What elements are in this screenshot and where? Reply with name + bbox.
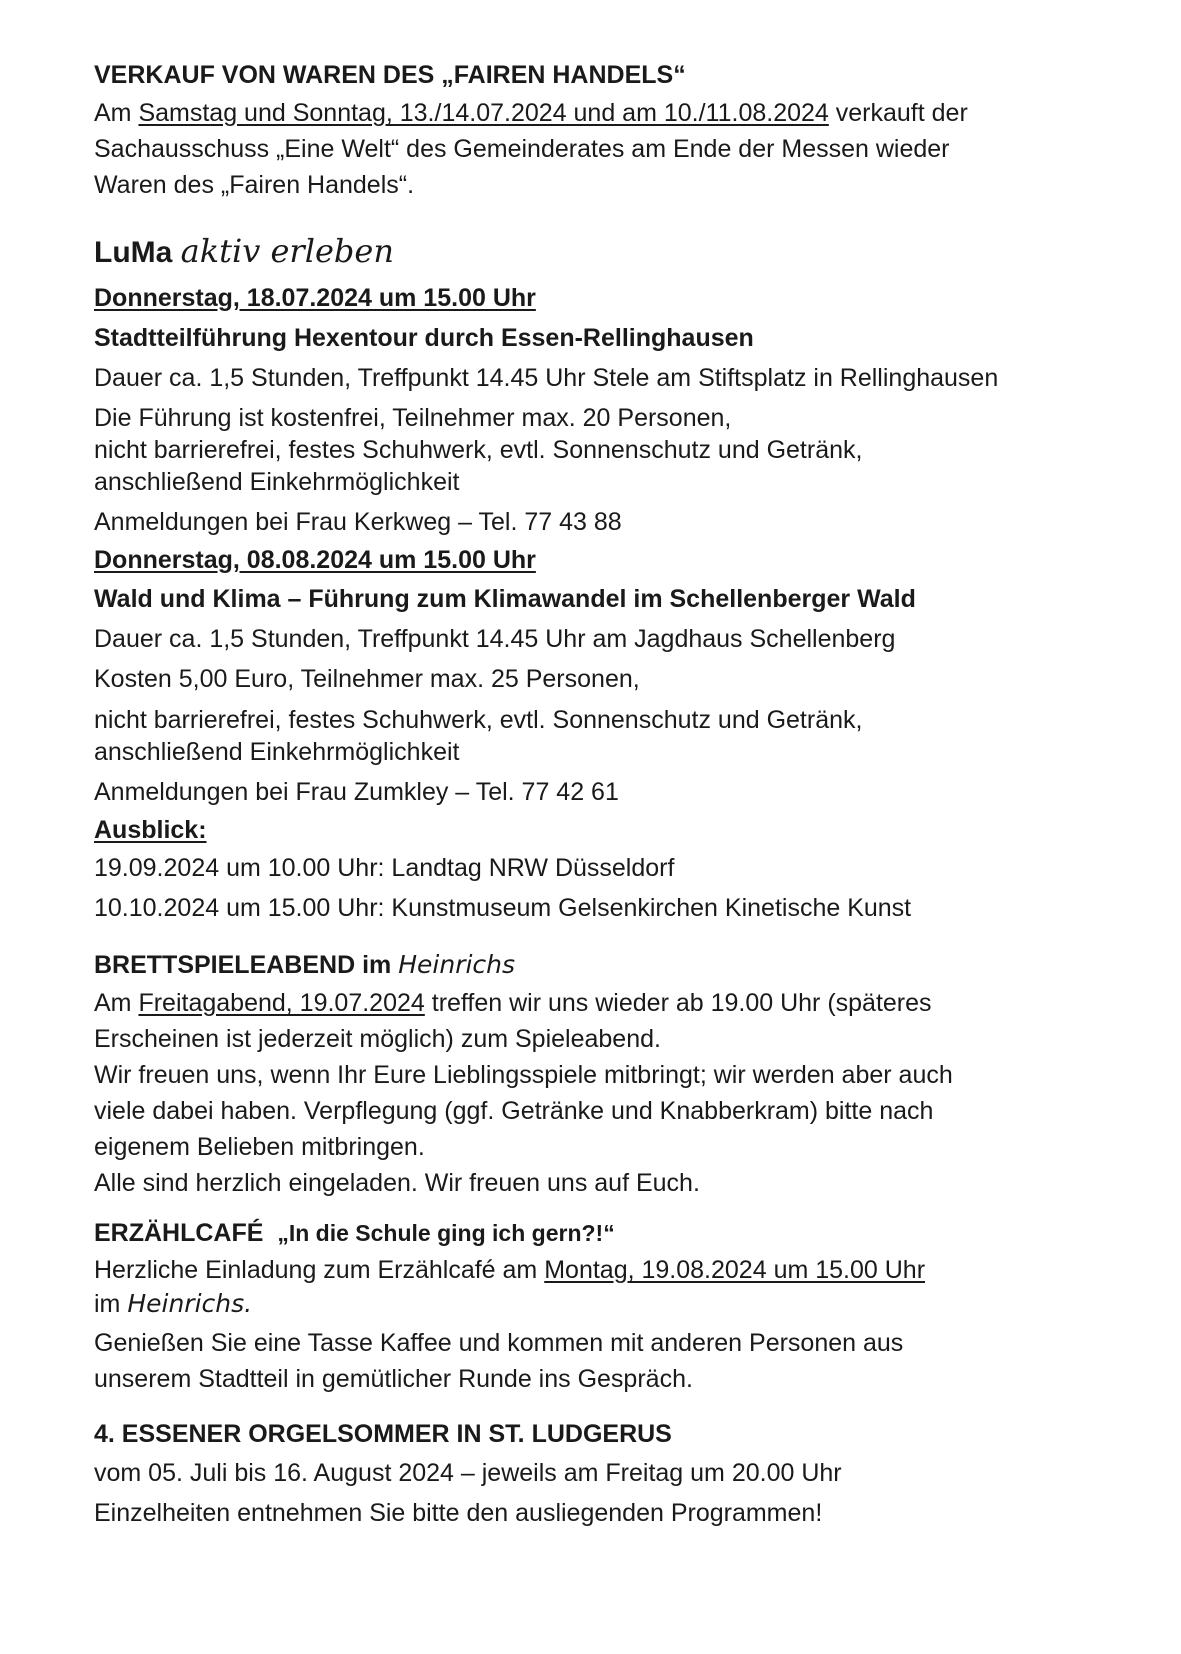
event-1-cost: Die Führung ist kostenfrei, Teilnehmer max. 20 Personen,: [94, 404, 732, 432]
event-1-date: Donnerstag, 18.07.2024 um 15.00 Uhr: [94, 284, 536, 312]
event-1-registration: Anmeldungen bei Frau Kerkweg – Tel. 77 43 88: [94, 508, 622, 536]
event-2-notes-2: anschließend Einkehrmöglichkeit: [94, 738, 460, 766]
event-2-title: Wald und Klima – Führung zum Klimawandel im Schellenberger Wald: [94, 585, 916, 613]
boardgame-line-4: viele dabei haben. Verpflegung (ggf. Getränke und Knabberkram) bitte nach: [94, 1097, 934, 1125]
boardgame-line-2: Erscheinen ist jederzeit möglich) zum Spieleabend.: [94, 1025, 661, 1053]
fair-trade-dates: Samstag und Sonntag, 13./14.07.2024 und am 10./11.08.2024: [138, 99, 829, 127]
boardgame-line-5: eigenem Belieben mitbringen.: [94, 1133, 425, 1161]
fair-trade-line-1-post: verkauft der: [828, 99, 968, 127]
organ-line-2: Einzelheiten entnehmen Sie bitte den ausliegenden Programmen!: [94, 1499, 823, 1527]
boardgame-heading: [94, 950, 515, 980]
storycafe-line-2: [94, 1286, 252, 1322]
storycafe-heading: [94, 1218, 615, 1248]
event-1-duration: Dauer ca. 1,5 Stunden, Treffpunkt 14.45 Uhr Stele am Stiftsplatz in Rellinghausen: [94, 364, 999, 392]
organ-line-1: vom 05. Juli bis 16. August 2024 – jeweils am Freitag um 20.00 Uhr: [94, 1459, 842, 1487]
boardgame-line-3: Wir freuen uns, wenn Ihr Eure Lieblingsspiele mitbringt; wir werden aber auch: [94, 1061, 953, 1089]
outlook-label: Ausblick:: [94, 816, 207, 844]
fair-trade-line-1: [94, 95, 968, 131]
storycafe-title-bold: ERZÄHLCAFÉ: [94, 1219, 264, 1247]
storycafe-line-3: Genießen Sie eine Tasse Kaffee und kommen mit anderen Personen aus: [94, 1329, 904, 1357]
storycafe-line-1-pre: Herzliche Einladung zum Erzählcafé am: [94, 1256, 545, 1284]
fair-trade-body: [94, 95, 968, 203]
event-2-date: Donnerstag, 08.08.2024 um 15.00 Uhr: [94, 546, 536, 574]
storycafe-title-quote: „In die Schule ging ich gern?!“: [277, 1220, 615, 1246]
storycafe-line-2-pre: im: [94, 1290, 128, 1318]
event-2-registration: Anmeldungen bei Frau Zumkley – Tel. 77 42 61: [94, 778, 619, 806]
event-2-cost: Kosten 5,00 Euro, Teilnehmer max. 25 Personen,: [94, 665, 640, 693]
boardgame-title-im: im: [355, 951, 399, 979]
storycafe-line-4: unserem Stadtteil in gemütlicher Runde ins Gespräch.: [94, 1365, 693, 1393]
luma-title-script: aktiv erleben: [180, 232, 394, 270]
event-1-notes-1: nicht barrierefrei, festes Schuhwerk, evtl. Sonnenschutz und Getränk,: [94, 436, 863, 464]
event-2-notes-1: nicht barrierefrei, festes Schuhwerk, evtl. Sonnenschutz und Getränk,: [94, 706, 863, 734]
fair-trade-line-3: Waren des „Fairen Handels“.: [94, 171, 415, 199]
outlook-item: 10.10.2024 um 15.00 Uhr: Kunstmuseum Gelsenkirchen Kinetische Kunst: [94, 894, 912, 922]
event-2-duration: Dauer ca. 1,5 Stunden, Treffpunkt 14.45 Uhr am Jagdhaus Schellenberg: [94, 625, 896, 653]
fair-trade-line-2: Sachausschuss „Eine Welt“ des Gemeinderates am Ende der Messen wieder: [94, 135, 950, 163]
storycafe-line-1: [94, 1252, 925, 1288]
organ-heading: 4. ESSENER ORGELSOMMER IN ST. LUDGERUS: [94, 1420, 672, 1448]
event-1-title: Stadtteilführung Hexentour durch Essen-Rellinghausen: [94, 324, 754, 352]
storycafe-venue: Heinrichs.: [127, 1289, 253, 1318]
boardgame-line-1: [94, 985, 932, 1021]
boardgame-line-6: Alle sind herzlich eingeladen. Wir freuen uns auf Euch.: [94, 1169, 700, 1197]
luma-heading: [94, 231, 394, 273]
outlook-item: 19.09.2024 um 10.00 Uhr: Landtag NRW Düsseldorf: [94, 854, 675, 882]
fair-trade-line-1-pre: Am: [94, 99, 139, 127]
boardgame-venue: Heinrichs: [398, 950, 516, 979]
boardgame-line-1-pre: Am: [94, 989, 139, 1017]
boardgame-title-bold: BRETTSPIELEABEND: [94, 951, 356, 979]
boardgame-line-1-post: treffen wir uns wieder ab 19.00 Uhr (späteres: [424, 989, 932, 1017]
fair-trade-heading: VERKAUF VON WAREN DES „FAIREN HANDELS“: [94, 61, 686, 89]
luma-title-bold: LuMa: [94, 236, 173, 269]
storycafe-date: Montag, 19.08.2024 um 15.00 Uhr: [544, 1256, 926, 1284]
event-1-notes-2: anschließend Einkehrmöglichkeit: [94, 468, 460, 496]
boardgame-date: Freitagabend, 19.07.2024: [138, 989, 425, 1017]
